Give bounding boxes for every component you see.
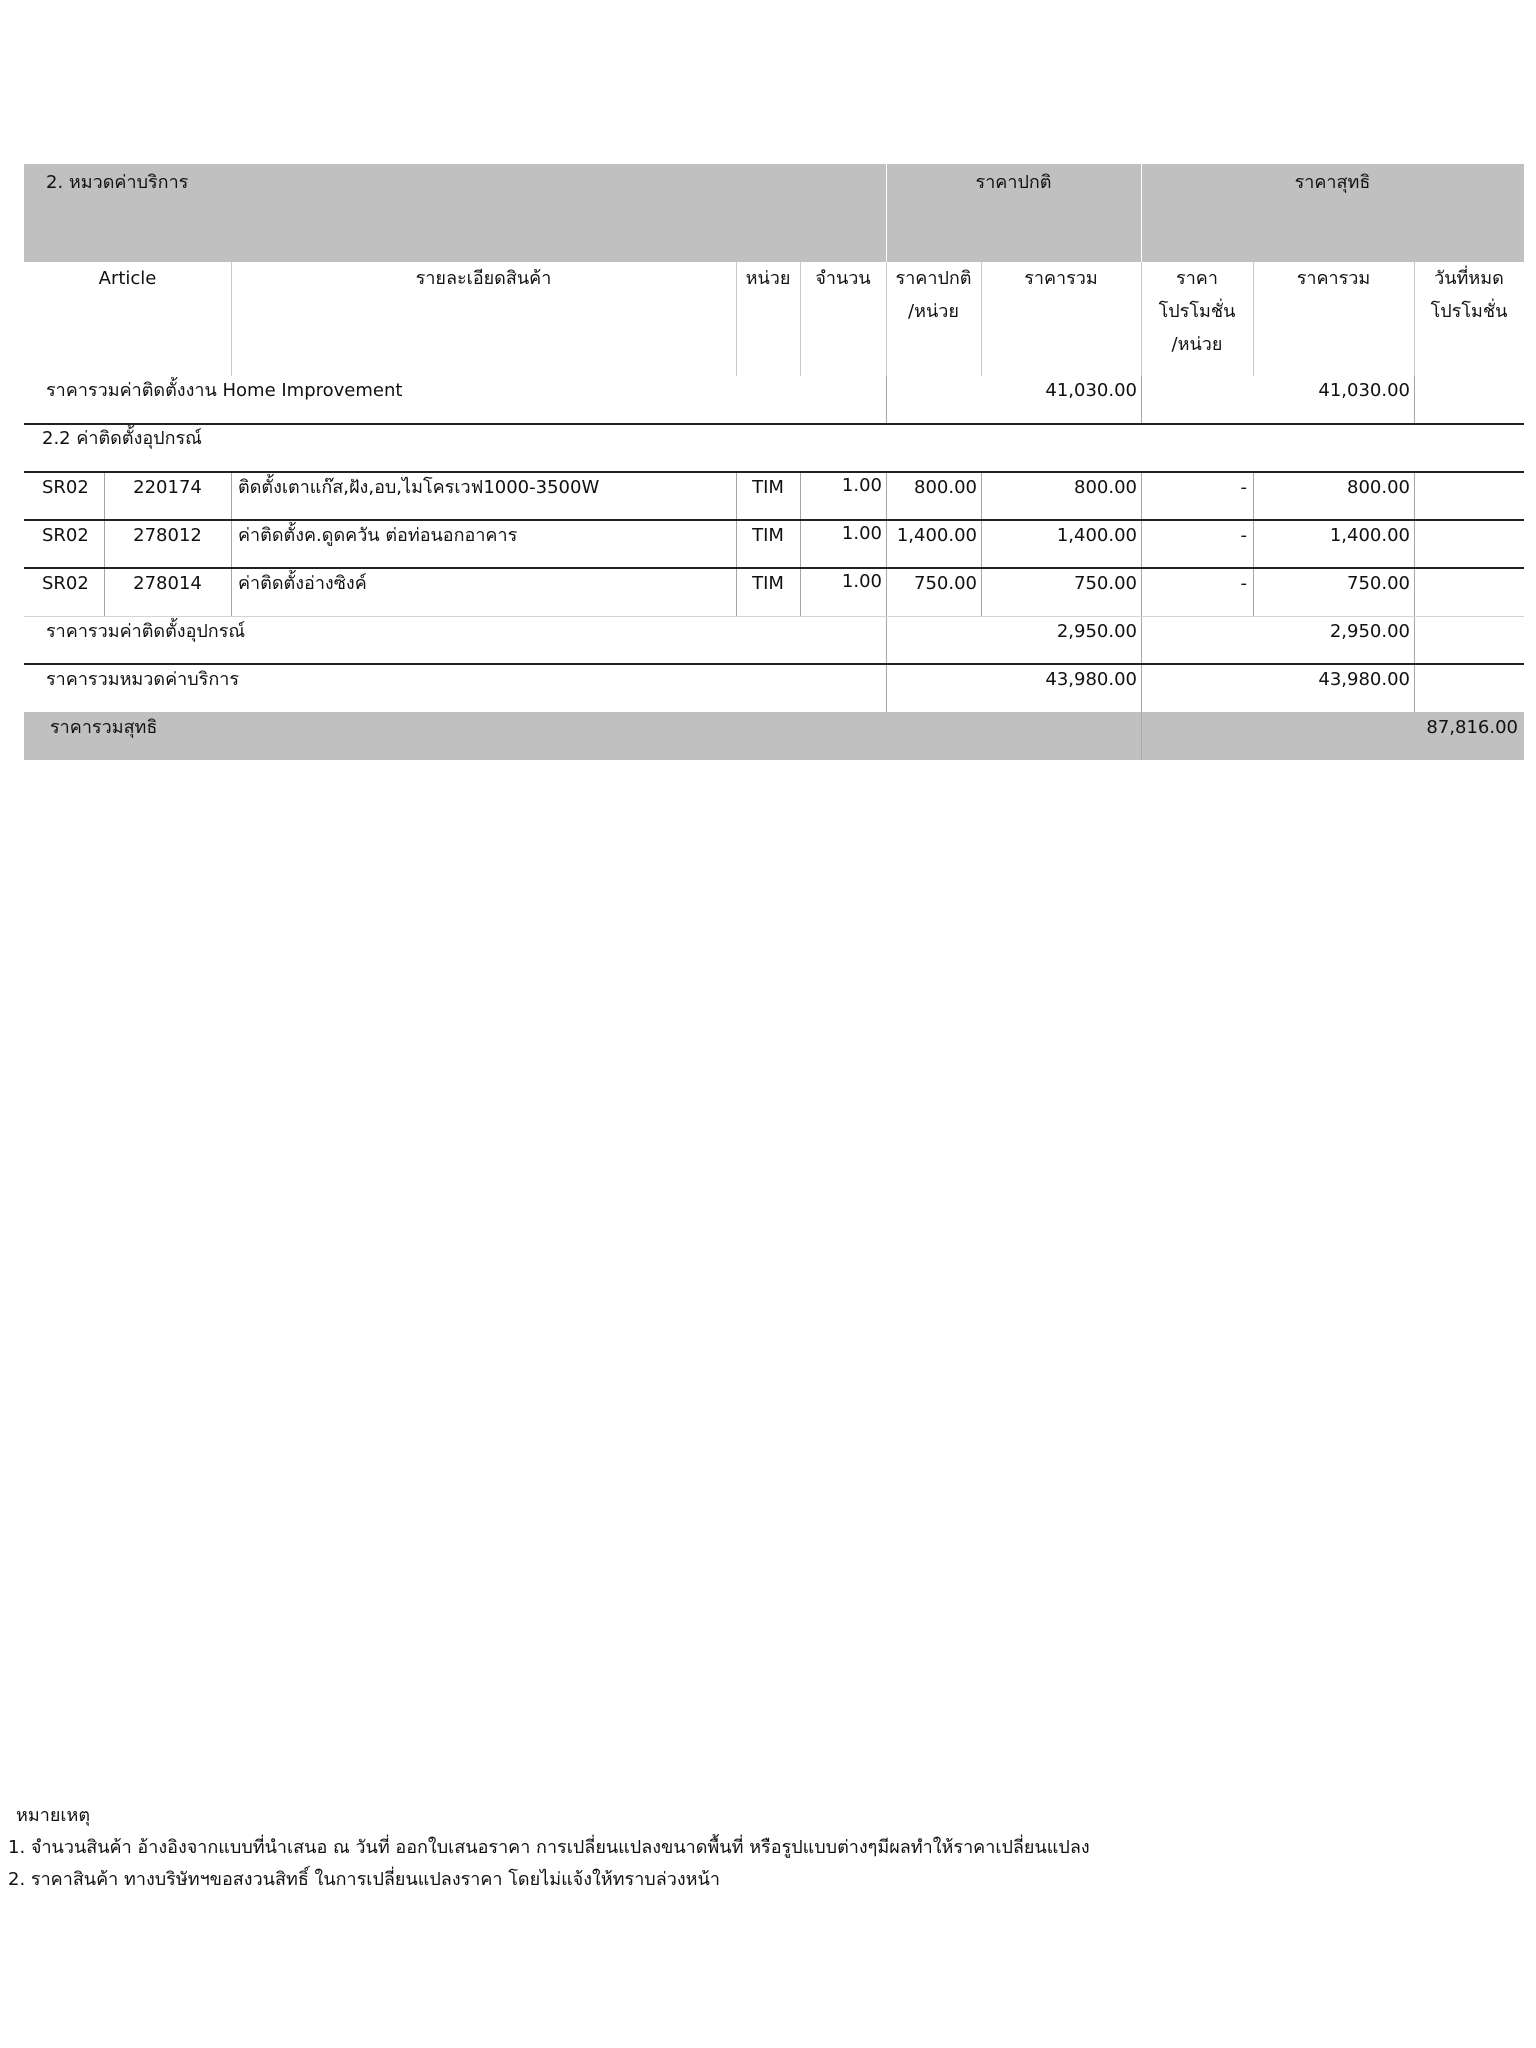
item-qty: 1.00 (841, 475, 882, 496)
service-subtotal-net: 43,980.00 (1318, 669, 1410, 690)
item-description: ค่าติดตั้งค.ดูดควัน ต่อท่อนอกอาคาร (238, 525, 518, 546)
item-article: 278012 (133, 525, 202, 546)
col-header-unit: หน่วย (745, 268, 791, 289)
item-qty: 1.00 (841, 523, 882, 544)
item-promo-price: - (1240, 573, 1247, 594)
section-title: 2. หมวดค่าบริการ (46, 172, 189, 193)
item-code: SR02 (42, 573, 89, 594)
col-header-description: รายละเอียดสินค้า (415, 268, 552, 289)
note-line: 1. จำนวนสินค้า อ้างอิงจากแบบที่นำเสนอ ณ วันที่ ออกใบเสนอราคา การเปลี่ยนแปลงขนาดพื้นที่ หรือรูปแบบต่างๆมีผลทำให้ราคาเปลี่ยนแปลง (8, 1837, 1090, 1858)
item-article: 220174 (133, 477, 202, 498)
item-total: 750.00 (1074, 573, 1137, 594)
grand-total-value: 87,816.00 (1426, 717, 1518, 738)
note-line: 2. ราคาสินค้า ทางบริษัทฯขอสงวนสิทธิ์ ในการเปลี่ยนแปลงราคา โดยไม่แจ้งให้ทราบล่วงหน้า (8, 1869, 720, 1890)
group-header-net-price: ราคาสุทธิ (1294, 172, 1371, 193)
notes-heading: หมายเหตุ (16, 1805, 91, 1826)
item-unit: TIM (752, 477, 784, 498)
item-unit: TIM (752, 525, 784, 546)
item-unit-price: 750.00 (914, 573, 977, 594)
equipment-subtotal-label: ราคารวมค่าติดตั้งอุปกรณ์ (46, 621, 246, 642)
col-header-total: ราคารวม (1024, 268, 1098, 289)
item-promo-price: - (1240, 525, 1247, 546)
item-description: ติดตั้งเตาแก๊ส,ฝัง,อบ,ไมโครเวฟ1000-3500W (238, 477, 600, 498)
col-header-net-total: ราคารวม (1296, 268, 1371, 289)
equipment-subtotal-net: 2,950.00 (1329, 621, 1410, 642)
col-header-qty: จำนวน (815, 268, 871, 289)
item-code: SR02 (42, 477, 89, 498)
home-improvement-subtotal-label: ราคารวมค่าติดตั้งงาน Home Improvement (46, 380, 403, 401)
item-net-total: 800.00 (1347, 477, 1410, 498)
home-improvement-subtotal-normal: 41,030.00 (1045, 380, 1137, 401)
grand-total-label: ราคารวมสุทธิ (50, 717, 158, 738)
item-net-total: 750.00 (1347, 573, 1410, 594)
item-total: 1,400.00 (1056, 525, 1137, 546)
item-article: 278014 (133, 573, 202, 594)
equipment-subtotal-normal: 2,950.00 (1056, 621, 1137, 642)
item-unit-price: 1,400.00 (896, 525, 977, 546)
item-total: 800.00 (1074, 477, 1137, 498)
group-header-normal-price: ราคาปกติ (975, 172, 1052, 193)
item-description: ค่าติดตั้งอ่างซิงค์ (238, 573, 367, 594)
quotation-table: 2. หมวดค่าบริการ ราคาปกติ ราคาสุทธิ Article รายละเอียดสินค้า หน่วย จำนวน ราคาปกติ /หน่วย ราคารวม ราคา โปรโมชั่น /หน่วย ราคารวม วันที่หมด โปรโมชั่น ราคารวมค่าติดตั้งงาน Home Improvement 41,030.00 41,030.00 2.2 ค่าติดตั้งอุปกรณ์ SR02 220174 ติดตั้งเตาแก๊ส,ฝัง,อบ,ไมโครเวฟ1000-3500W TIM 1.00 800.00 800.00 - 800.00 SR02 278012 ค่าติดตั้งค.ดูดควัน ต่อท่อนอกอาคาร TIM 1.00 1,400.00 1,400.00 - 1,400.00 SR02 278014 ค่าติดตั้งอ่างซิงค์ TIM 1.00 750.00 750.00 - 750.00 ราคารวมค่าติดตั้งอุปกรณ์ 2,950.00 2,950.00 ราคารวมหมวดค่าบริการ 43,980.00 43,980.00 ราคารวมสุทธิ 87,816.00 (24, 164, 1524, 760)
item-net-total: 1,400.00 (1329, 525, 1410, 546)
item-qty: 1.00 (841, 571, 882, 592)
home-improvement-subtotal-net: 41,030.00 (1318, 380, 1410, 401)
service-subtotal-normal: 43,980.00 (1045, 669, 1137, 690)
item-code: SR02 (42, 525, 89, 546)
col-header-article: Article (98, 268, 157, 289)
item-unit-price: 800.00 (914, 477, 977, 498)
service-subtotal-label: ราคารวมหมวดค่าบริการ (46, 669, 240, 690)
item-unit: TIM (752, 573, 784, 594)
subsection-title: 2.2 ค่าติดตั้งอุปกรณ์ (42, 428, 202, 449)
notes-section (8, 1800, 1090, 1896)
item-promo-price: - (1240, 477, 1247, 498)
